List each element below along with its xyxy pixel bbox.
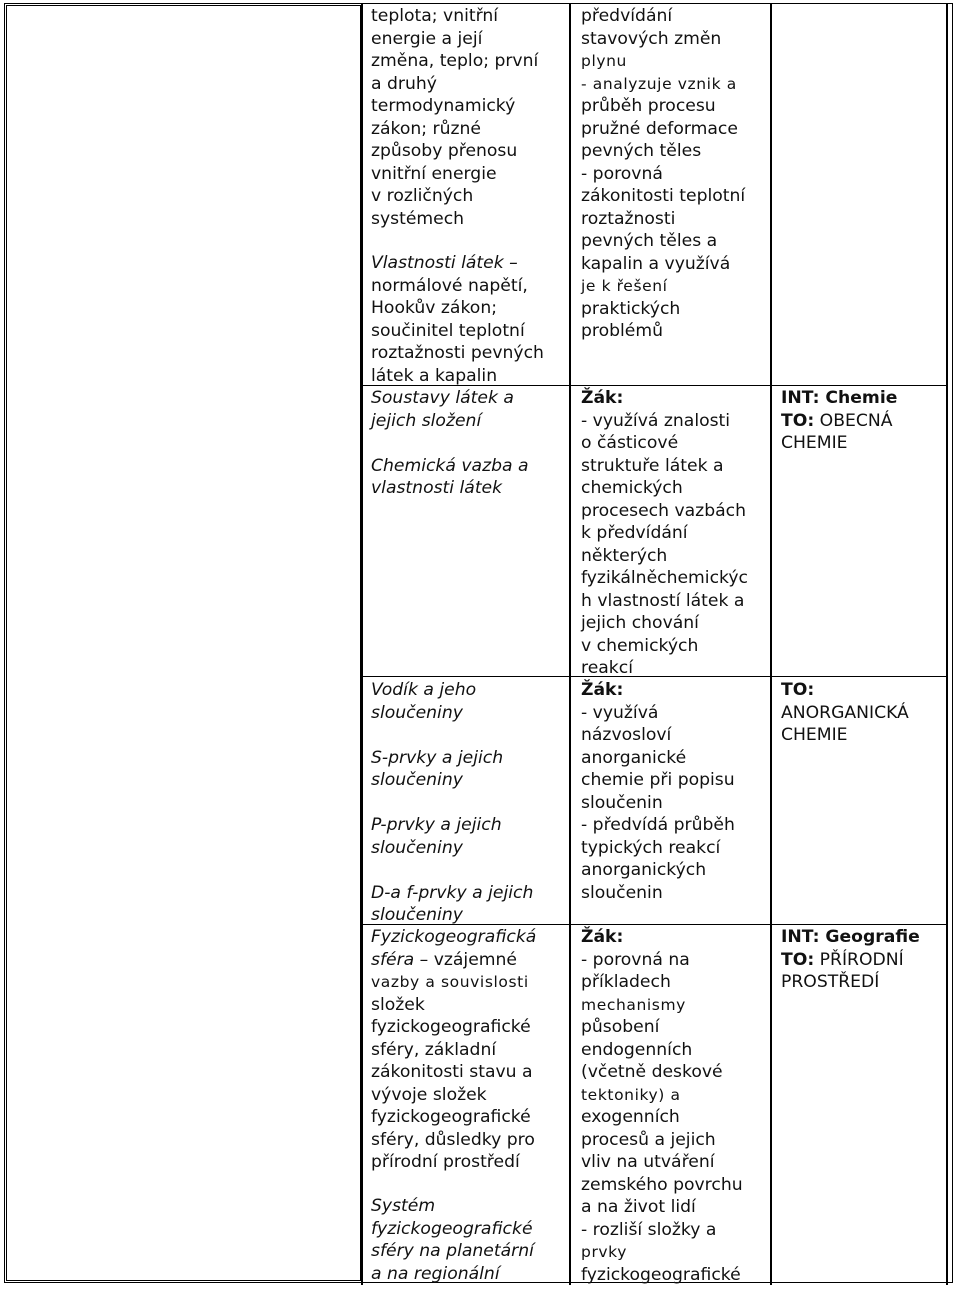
curriculum-geography: Fyzickogeografická sféra – vzájemné vazby a souvislosti složek fyzickogeografické sféry, základní zákonitosti stavu a vývoje složek fyzickogeografické sféry, důsledky pro přírodní prostředí xyxy=(371,927,537,1172)
first-column xyxy=(6,5,361,1281)
curriculum-inorganic: Vodík a jeho sloučeniny S-prvky a jejich sloučeniny P-prvky a jejich sloučeniny D-a f-prvky a jejich sloučeniny xyxy=(371,680,534,925)
links-chemistry: INT: Chemie TO: OBECNÁ CHEMIE xyxy=(781,388,898,453)
column-divider-1 xyxy=(361,3,363,1285)
outcomes-chemistry: Žák: - využívá znalosti o částicové struktuře látek a chemických procesech vazbách k předvídání některých fyzikálněchemickýc h vlastností látek a jejich chování v chemických reakcí xyxy=(581,388,748,678)
curriculum-solids: Vlastnosti látek – normálové napětí, Hookův zákon; součinitel teplotní roztažnosti pevných látek a kapalin xyxy=(371,253,544,386)
links-inorganic: TO: ANORGANICKÁ CHEMIE xyxy=(781,680,909,745)
outcomes-thermo: předvídání stavových změn plynu - analyzuje vznik a průběh procesu pružné deformace pevných těles - porovná zákonitosti teplotní roztažnosti pevných těles a kapalin a využívá je k řešení praktických problémů xyxy=(581,6,746,341)
column-divider-2 xyxy=(569,3,571,1285)
column-divider-3 xyxy=(770,3,772,1285)
curriculum-system: Systém fyzickogeografické sféry na planetární a na regionální xyxy=(371,1196,534,1284)
column-divider-4 xyxy=(946,3,948,1285)
curriculum-chemistry: Soustavy látek a jejich složení Chemická vazba a vlastnosti látek xyxy=(371,388,529,498)
curriculum-thermo: teplota; vnitřní energie a její změna, teplo; první a druhý termodynamický zákon; různé způsoby přenosu vnitřní energie v rozličných systémech xyxy=(371,6,539,229)
outcomes-inorganic: Žák: - využívá názvosloví anorganické chemie při popisu sloučenin - předvídá průběh typických reakcí anorganických sloučenin xyxy=(581,680,735,903)
outcomes-geography: Žák: - porovná na příkladech mechanismy působení endogenních (včetně deskové tektoniky) a exogenních procesů a jejich vliv na utváření zemského povrchu a na život lidí - rozliší složky a prvky fyzickogeografické xyxy=(581,927,743,1285)
links-geography: INT: Geografie TO: PŘÍRODNÍ PROSTŘEDÍ xyxy=(781,927,920,992)
